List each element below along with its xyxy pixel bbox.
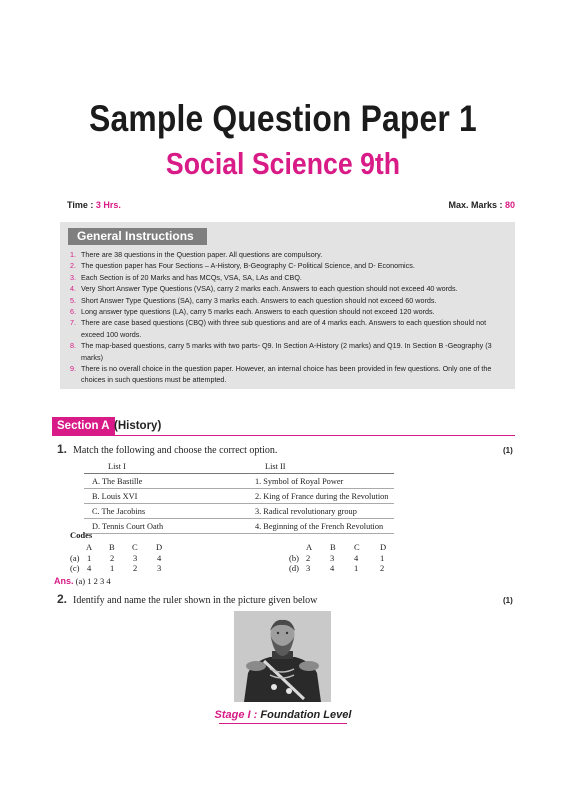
time-label: Time : [67,200,96,210]
marks-label: Max. Marks : [448,200,505,210]
instruction-text: The question paper has Four Sections – A-History, B-Geography C- Political Science, and D- Economics. [81,261,415,271]
instruction-number: 9. [70,364,76,374]
code-col: C [132,542,138,552]
marks-value: 80 [504,200,515,210]
instructions-heading: General Instructions [68,228,207,245]
answer [54,576,111,586]
option-value: 1 [87,553,92,563]
table-row [84,489,394,504]
option-b [289,553,400,563]
match-table [84,460,394,534]
answer-text: (a) 1 2 3 4 [75,576,111,586]
question-number: 1. [57,442,68,456]
instruction-number: 1. [70,250,76,259]
table-cell: 4. Beginning of the French Revolution [255,519,394,534]
instruction-item [70,272,510,283]
page-title: Sample Question Paper 1 [89,98,477,139]
instructions-list [70,249,510,386]
question-text: Identify and name the ruler shown in the picture given below [73,595,318,606]
instruction-text: There are 38 questions in the Question paper. All questions are compulsory. [81,250,323,259]
option-label: (a) [70,553,80,563]
code-col: B [109,542,115,552]
option-a [70,553,177,563]
instruction-text: The map-based questions, carry 5 marks with two parts- Q9. In Section A-History (2 marks) and Q19. In Section B -Geography (3 marks) [81,341,492,362]
footer-underline [219,723,347,724]
question-1 [57,442,277,456]
table-cell: B. Louis XVI [84,489,255,504]
instruction-number: 6. [70,307,76,317]
option-value: 1 [354,563,359,573]
instruction-text: There are case based questions (CBQ) with three sub questions and are of 4 marks each. Answers to each question should not exceed 100 words. [81,318,487,339]
option-value: 2 [380,563,385,573]
codes-header [306,542,400,552]
option-value: 3 [306,563,311,573]
option-c [70,563,177,573]
option-label: (c) [70,563,80,573]
option-value: 3 [157,563,162,573]
option-value: 4 [354,553,359,563]
codes-header [86,542,176,552]
code-col: D [380,542,387,552]
instruction-item [70,306,510,317]
table-cell: D. Tennis Court Oath [84,519,255,534]
option-value: 3 [133,553,138,563]
instruction-number: 2. [70,261,76,271]
page-subtitle: Social Science 9th [165,146,401,181]
instruction-item [70,340,510,363]
question-text: Match the following and choose the correct option. [73,445,278,456]
option-label: (d) [289,563,299,573]
option-value: 3 [330,553,335,563]
option-value: 1 [380,553,385,563]
list-1-header: List I [84,460,255,474]
instruction-number: 4. [70,284,76,294]
ruler-portrait-image [234,611,331,702]
question-2 [57,592,317,606]
option-value: 2 [110,553,115,563]
instruction-item [70,295,510,306]
section-label: Section A [52,417,115,435]
answer-label: Ans. [54,576,74,586]
instruction-text: There is no overall choice in the question paper. However, an internal choice has been provided in few questions. Only one of the choices in such questions must be attempted. [81,364,492,385]
section-subject: (History) [114,420,162,432]
instruction-text: Very Short Answer Type Questions (VSA), carry 2 marks each. Answers to each question should not exceed 40 words. [81,284,458,294]
table-cell: 3. Radical revolutionary group [255,504,394,519]
ruler-photo [234,611,331,702]
table-cell: A. The Bastille [84,474,255,489]
list-2-header: List II [255,460,394,474]
instruction-number: 8. [70,341,76,351]
option-value: 4 [330,563,335,573]
instruction-number: 5. [70,295,76,305]
time-info [67,200,121,210]
stage-label: Stage I : [214,709,258,721]
table-row [84,474,394,489]
option-value: 4 [157,553,162,563]
instruction-item [70,283,510,294]
instruction-item [70,249,510,260]
code-col: A [306,542,313,552]
code-col: C [354,542,360,552]
table-header-row [84,460,394,474]
question-marks: (1) [503,446,513,455]
stage-level: Foundation Level [257,709,352,721]
instruction-text: Short Answer Type Questions (SA), carry 3 marks each. Answers to each question should not exceed 60 words. [81,295,437,305]
instruction-text: Long answer type questions (LA), carry 5 marks each. Answers to each question should not exceed 120 words. [81,307,435,317]
instruction-number: 7. [70,318,76,328]
code-col: D [156,542,163,552]
table-cell: 2. King of France during the Revolution [255,489,394,504]
table-cell: C. The Jacobins [84,504,255,519]
codes-label: Codes [70,530,93,540]
instruction-item [70,260,510,271]
max-marks-info [448,200,515,210]
instruction-text: Each Section is of 20 Marks and has MCQs, VSA, SA, LAs and CBQ. [81,272,302,282]
option-label: (b) [289,553,299,563]
table-row [84,519,394,534]
code-col: B [330,542,336,552]
option-value: 1 [110,563,115,573]
question-marks: (1) [503,596,513,605]
stage-footer [0,709,566,724]
instruction-number: 3. [70,272,76,282]
section-divider [52,435,515,436]
option-value: 4 [87,563,92,573]
instruction-item [70,317,510,340]
question-number: 2. [57,592,68,606]
table-row [84,504,394,519]
code-col: A [86,542,93,552]
option-value: 2 [133,563,138,573]
option-d [289,563,400,573]
time-value: 3 Hrs. [95,200,121,210]
option-value: 2 [306,553,311,563]
table-cell: 1. Symbol of Royal Power [255,474,394,489]
instruction-item [70,363,510,386]
